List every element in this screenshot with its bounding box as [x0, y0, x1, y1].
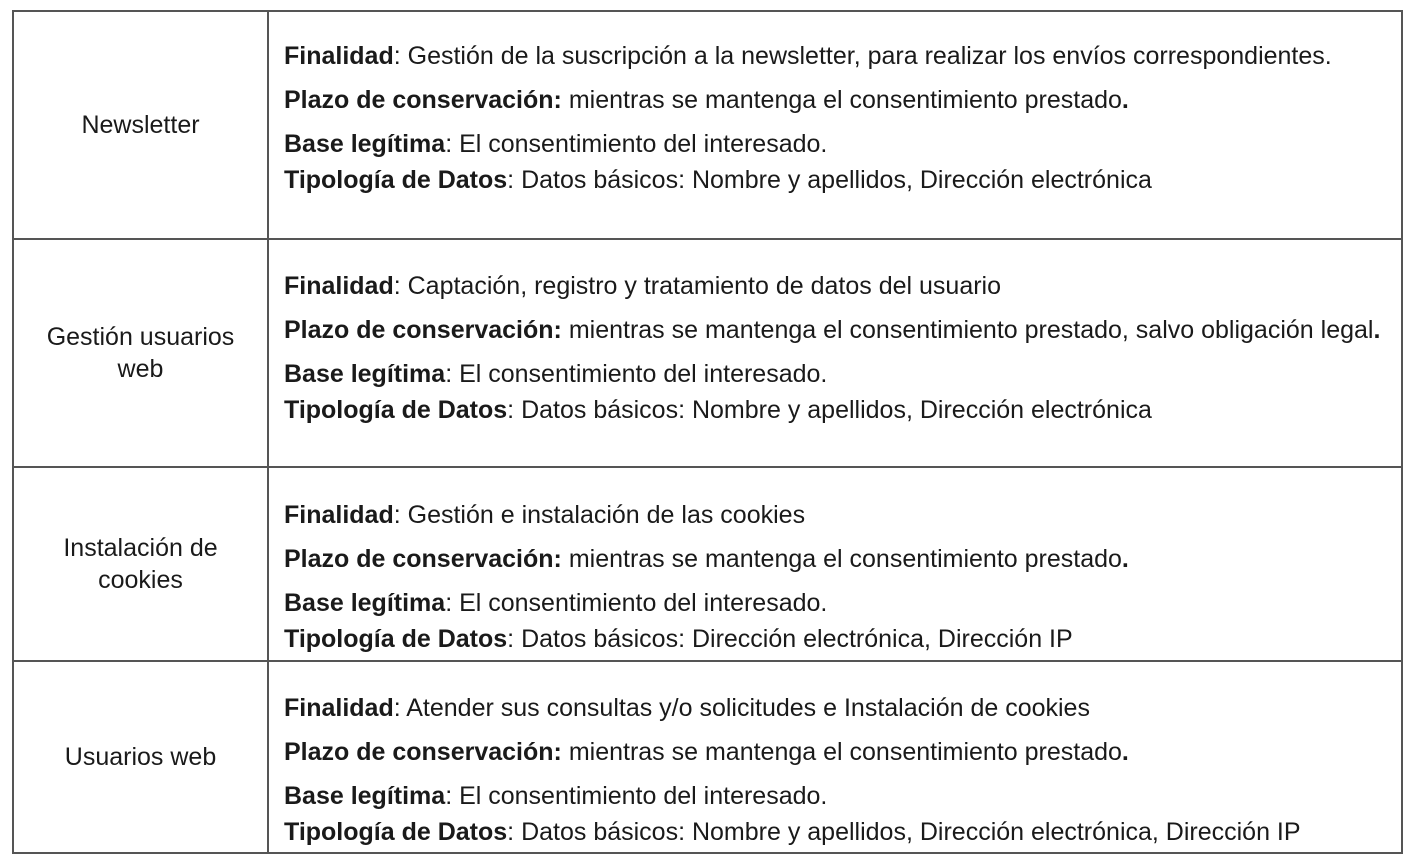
- tipologia-text: : Datos básicos: Nombre y apellidos, Dirección electrónica: [507, 396, 1152, 424]
- tipologia-label: Tipología de Datos: [284, 396, 508, 424]
- finalidad-label: Finalidad: [284, 42, 394, 70]
- base-label: Base legítima: [284, 589, 446, 617]
- plazo-end: .: [1121, 545, 1129, 573]
- base-paragraph: [284, 585, 1384, 621]
- category-label-line2: cookies: [98, 566, 183, 594]
- tipologia-paragraph: [284, 162, 1384, 198]
- finalidad-paragraph: [284, 268, 1384, 304]
- row-category-instalacion-cookies: [14, 468, 267, 660]
- base-paragraph: [284, 778, 1384, 814]
- finalidad-paragraph: [284, 690, 1384, 726]
- finalidad-label: Finalidad: [284, 501, 394, 529]
- base-label: Base legítima: [284, 782, 446, 810]
- base-text: : El consentimiento del interesado.: [445, 782, 828, 810]
- plazo-end: .: [1121, 86, 1129, 114]
- row-category-newsletter: [14, 12, 267, 238]
- plazo-end: .: [1373, 316, 1381, 344]
- base-paragraph: [284, 126, 1384, 162]
- plazo-paragraph: [284, 82, 1384, 118]
- row-details-instalacion-cookies: [284, 497, 1384, 657]
- category-label-line1: Instalación de: [63, 534, 218, 562]
- category-label-line2: web: [117, 355, 164, 383]
- plazo-text: mientras se mantenga el consentimiento prestado: [561, 86, 1122, 114]
- plazo-label: Plazo de conservación:: [284, 738, 562, 766]
- category-label-line1: Gestión usuarios: [46, 323, 235, 351]
- finalidad-paragraph: [284, 38, 1384, 74]
- row-details-usuarios-web: [284, 690, 1384, 850]
- finalidad-text: : Gestión e instalación de las cookies: [393, 501, 806, 529]
- plazo-text: mientras se mantenga el consentimiento prestado: [561, 545, 1122, 573]
- tipologia-label: Tipología de Datos: [284, 625, 508, 653]
- base-text: : El consentimiento del interesado.: [445, 589, 828, 617]
- finalidad-text: : Captación, registro y tratamiento de datos del usuario: [393, 272, 1002, 300]
- plazo-label: Plazo de conservación:: [284, 545, 562, 573]
- column-divider: [267, 12, 269, 852]
- finalidad-text: : Gestión de la suscripción a la newsletter, para realizar los envíos correspondientes.: [393, 42, 1332, 70]
- plazo-text: mientras se mantenga el consentimiento prestado: [561, 738, 1122, 766]
- row-category-gestion-usuarios-web: [14, 240, 267, 466]
- tipologia-paragraph: [284, 392, 1384, 428]
- plazo-label: Plazo de conservación:: [284, 316, 562, 344]
- tipologia-label: Tipología de Datos: [284, 166, 508, 194]
- tipologia-label: Tipología de Datos: [284, 818, 508, 846]
- row-category-usuarios-web: [14, 662, 267, 852]
- tipologia-text: : Datos básicos: Nombre y apellidos, Dirección electrónica: [507, 166, 1152, 194]
- tipologia-paragraph: [284, 621, 1384, 657]
- plazo-paragraph: [284, 541, 1384, 577]
- plazo-text: mientras se mantenga el consentimiento prestado, salvo obligación legal: [561, 316, 1374, 344]
- finalidad-label: Finalidad: [284, 272, 394, 300]
- plazo-label: Plazo de conservación:: [284, 86, 562, 114]
- base-label: Base legítima: [284, 130, 446, 158]
- plazo-paragraph: [284, 312, 1384, 348]
- finalidad-label: Finalidad: [284, 694, 394, 722]
- row-details-newsletter: [284, 38, 1384, 198]
- data-processing-table: [12, 10, 1403, 854]
- base-text: : El consentimiento del interesado.: [445, 360, 828, 388]
- plazo-paragraph: [284, 734, 1384, 770]
- row-details-gestion-usuarios-web: [284, 268, 1384, 428]
- finalidad-paragraph: [284, 497, 1384, 533]
- tipologia-text: : Datos básicos: Dirección electrónica, Dirección IP: [507, 625, 1073, 653]
- base-paragraph: [284, 356, 1384, 392]
- base-label: Base legítima: [284, 360, 446, 388]
- tipologia-paragraph: [284, 814, 1384, 850]
- finalidad-text: : Atender sus consultas y/o solicitudes e Instalación de cookies: [393, 694, 1090, 722]
- plazo-end: .: [1121, 738, 1129, 766]
- base-text: : El consentimiento del interesado.: [445, 130, 828, 158]
- category-label: Newsletter: [81, 111, 200, 139]
- category-label: Usuarios web: [64, 743, 217, 771]
- tipologia-text: : Datos básicos: Nombre y apellidos, Dirección electrónica, Dirección IP: [507, 818, 1301, 846]
